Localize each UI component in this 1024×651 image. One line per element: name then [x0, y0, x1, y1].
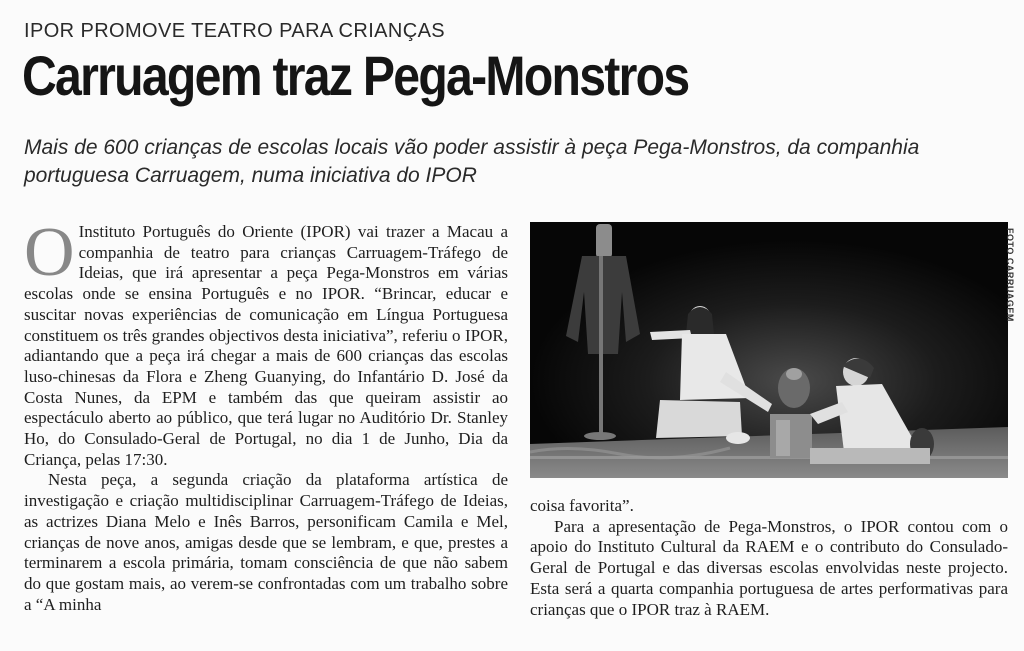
article-standfirst: Mais de 600 crianças de escolas locais vão poder assistir à peça Pega-Monstros, da companhia portuguesa Carruagem, numa iniciativa do IPOR [24, 136, 920, 187]
book-prop [810, 448, 930, 464]
drop-cap: O [24, 214, 75, 291]
article-paragraph-2-continued: coisa favorita”. [530, 496, 634, 515]
article-kicker: IPOR PROMOVE TEATRO PARA CRIANÇAS [24, 20, 446, 42]
paragraph-1-text: Instituto Português do Oriente (IPOR) vai trazer a Macau a companhia de teatro para crianças Carruagem-Tráfego de Ideias, que irá apresentar a peça Pega-Monstros em várias escolas onde se ensina Português e no IPOR. “Brincar, educar e suscitar novas experiências de comunicação em Língua Portuguesa constituem os três grandes objectivos desta iniciativa”, referiu o IPOR, adiantando que a peça irá chegar a mais de 600 crianças das escolas luso-chinesas da Flora e Zheng Guanying, do Infantário D. José da Costa Nunes, da EPM e também das que queiram assistir ao espectáculo aberto ao público, que terá lugar no Auditório Dr. Stanley Ho, do Consulado-Geral de Portugal, no dia 1 de Junho, Dia da Criança, pelas 17:30. [24, 222, 508, 469]
article-column-right [530, 496, 1008, 620]
article-paragraph-1 [24, 214, 508, 470]
article-paragraph-2: Nesta peça, a segunda criação da plataforma artística de investigação e criação multidisciplinar Carruagem-Tráfego de Ideias, as actrizes Diana Melo e Inês Barros, personificam Camila e Mel, crianças de nove anos, amigas desde que se lembram, e que, prestes a terminarem a escola primária, tomam consciência de que não sabem do que gostam mais, ao verem-se confrontadas com um trabalho sobre a “A minha [24, 470, 508, 614]
article-column-left [24, 214, 508, 615]
article-photo [530, 222, 1008, 478]
article-paragraph-3: Para a apresentação de Pega-Monstros, o IPOR contou com o apoio do Instituto Cultural da RAEM e o contributo do Consulado-Geral de Portugal e das diversas escolas envolvidas neste projecto. Esta será a quarta companhia portuguesa de artes performativas para crianças que o IPOR traz à RAEM. [530, 516, 1008, 619]
article-headline: Carruagem traz Pega-Monstros [22, 44, 689, 107]
photo-credit: FOTO CARRUAGEM [1005, 228, 1015, 322]
theatre-stage-photo [530, 222, 1008, 478]
